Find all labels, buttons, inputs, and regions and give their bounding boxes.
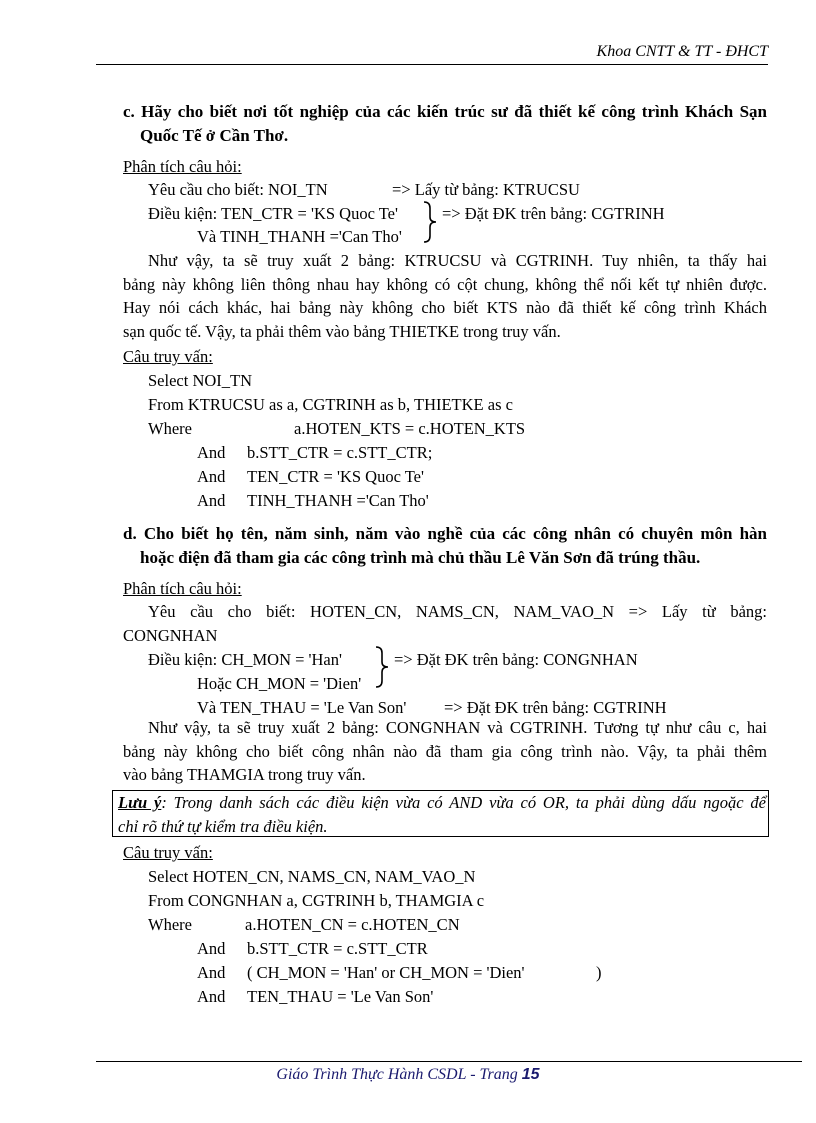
section-c-paragraph-line: Như vậy, ta sẽ truy xuất 2 bảng: KTRUCSU và CGTRINH. Tuy nhiên, ta thấy hai [148,251,767,270]
section-d-paragraph [123,716,767,787]
section-c-query-and-condition: TINH_THANH ='Can Tho' [247,491,429,510]
section-c-query-and-keyword: And [197,467,226,486]
section-c-title-line2: Quốc Tế ở Cần Thơ. [140,126,289,145]
section-d-requirement-line2: CONGNHAN [123,626,218,645]
page-footer [0,1067,816,1083]
section-c-requirement: Yêu cầu cho biết: NOI_TN [148,180,328,199]
section-d-query-from: From CONGNHAN a, CGTRINH b, THAMGIA c [148,891,485,910]
section-c-analysis-heading: Phân tích câu hỏi: [123,157,242,176]
section-d-query-where-condition: a.HOTEN_CN = c.HOTEN_CN [245,915,460,934]
section-d-condition-arrow: => Đặt ĐK trên bảng: CONGNHAN [394,650,638,669]
section-c-requirement-arrow: => Lấy từ bảng: KTRUCSU [392,180,580,199]
section-c-paragraph-line: Hay nói cách khác, hai bảng này không cho biết KTS nào đã thiết kế công trình Khách [123,298,767,317]
section-c-query-and-condition: TEN_CTR = 'KS Quoc Te' [247,467,424,486]
footer-rule [96,1061,802,1062]
section-d-query-close-paren: ) [596,963,602,982]
section-d-paragraph-line: Như vậy, ta sẽ truy xuất 2 bảng: CONGNHAN và CGTRINH. Tương tự như câu c, hai [148,718,767,737]
section-d-query-where-keyword: Where [148,915,192,934]
note-line1 [118,795,766,812]
section-d-paragraph-line: bảng này không cho biết công nhân nào đã tham gia công trình nào. Vậy, ta phải thêm [123,741,767,761]
section-d-brace-icon [374,645,390,689]
section-d-query-and-keyword: And [197,987,226,1006]
section-c-query-and-keyword: And [197,491,226,510]
section-d-condition-and: Và TEN_THAU = 'Le Van Son' [197,698,407,717]
section-c-query-from: From KTRUCSU as a, CGTRINH as b, THIETKE as c [148,395,513,414]
section-c-paragraph-line: sạn quốc tế. Vậy, ta phải thêm vào bảng THIETKE trong truy vấn. [123,321,561,341]
page-number: 15 [521,1066,540,1083]
header-rule [96,64,768,65]
note-text: : Trong danh sách các điều kiện vừa có AND vừa có OR, ta phải dùng dấu ngoặc để [161,793,767,812]
section-c-paragraph [123,249,767,343]
section-c-query-heading: Câu truy vấn: [123,347,213,366]
section-c-brace-icon [422,200,438,244]
section-c-condition: Điều kiện: TEN_CTR = 'KS Quoc Te' [148,204,398,223]
section-d-query-and-condition: b.STT_CTR = c.STT_CTR [247,939,428,958]
section-d-analysis-heading: Phân tích câu hỏi: [123,579,242,598]
page-header: Khoa CNTT & TT - ĐHCT [596,43,768,60]
section-d-query-and-keyword: And [197,963,226,982]
section-c-query-where-keyword: Where [148,419,192,438]
section-c-query-and-keyword: And [197,443,226,462]
section-d-query-and-keyword: And [197,939,226,958]
section-d-paragraph-line: vào bảng THAMGIA trong truy vấn. [123,765,366,784]
section-c-query-select: Select NOI_TN [148,371,253,390]
note-label: Lưu ý [118,793,162,812]
section-d-condition-and-arrow: => Đặt ĐK trên bảng: CGTRINH [444,698,667,717]
section-d-requirement-line1: Yêu cầu cho biết: HOTEN_CN, NAMS_CN, NAM_VAO_N => Lấy từ bảng: [148,602,767,621]
section-d-condition-or: Hoặc CH_MON = 'Dien' [197,674,362,693]
section-d-query-and-condition: TEN_THAU = 'Le Van Son' [247,987,434,1006]
section-c-condition-and: Và TINH_THANH ='Can Tho' [197,227,402,246]
section-c-query-where-condition: a.HOTEN_KTS = c.HOTEN_KTS [294,419,526,438]
section-d-query-heading: Câu truy vấn: [123,843,213,862]
section-d-title-line2: hoặc điện đã tham gia các công trình mà chủ thầu Lê Văn Sơn đã trúng thầu. [140,548,701,567]
note-line2: chỉ rõ thứ tự kiểm tra điều kiện. [118,817,328,836]
section-d-condition: Điều kiện: CH_MON = 'Han' [148,650,342,669]
section-c-condition-arrow: => Đặt ĐK trên bảng: CGTRINH [442,204,665,223]
section-d-title-line1: d. Cho biết họ tên, năm sinh, năm vào nghề của các công nhân có chuyên môn hàn [123,524,767,543]
section-c-query-and-condition: b.STT_CTR = c.STT_CTR; [247,443,433,462]
section-d-query-and-condition: ( CH_MON = 'Han' or CH_MON = 'Dien' [247,963,525,982]
footer-text: Giáo Trình Thực Hành CSDL - Trang [276,1066,518,1083]
section-d-query-select: Select HOTEN_CN, NAMS_CN, NAM_VAO_N [148,867,476,886]
section-c-paragraph-line: bảng này không liên thông nhau hay không có cột chung, không thể nối kết tự nhiên được. [123,274,767,294]
section-c-title-line1: c. Hãy cho biết nơi tốt nghiệp của các kiến trúc sư đã thiết kế công trình Khách Sạn [123,102,767,121]
